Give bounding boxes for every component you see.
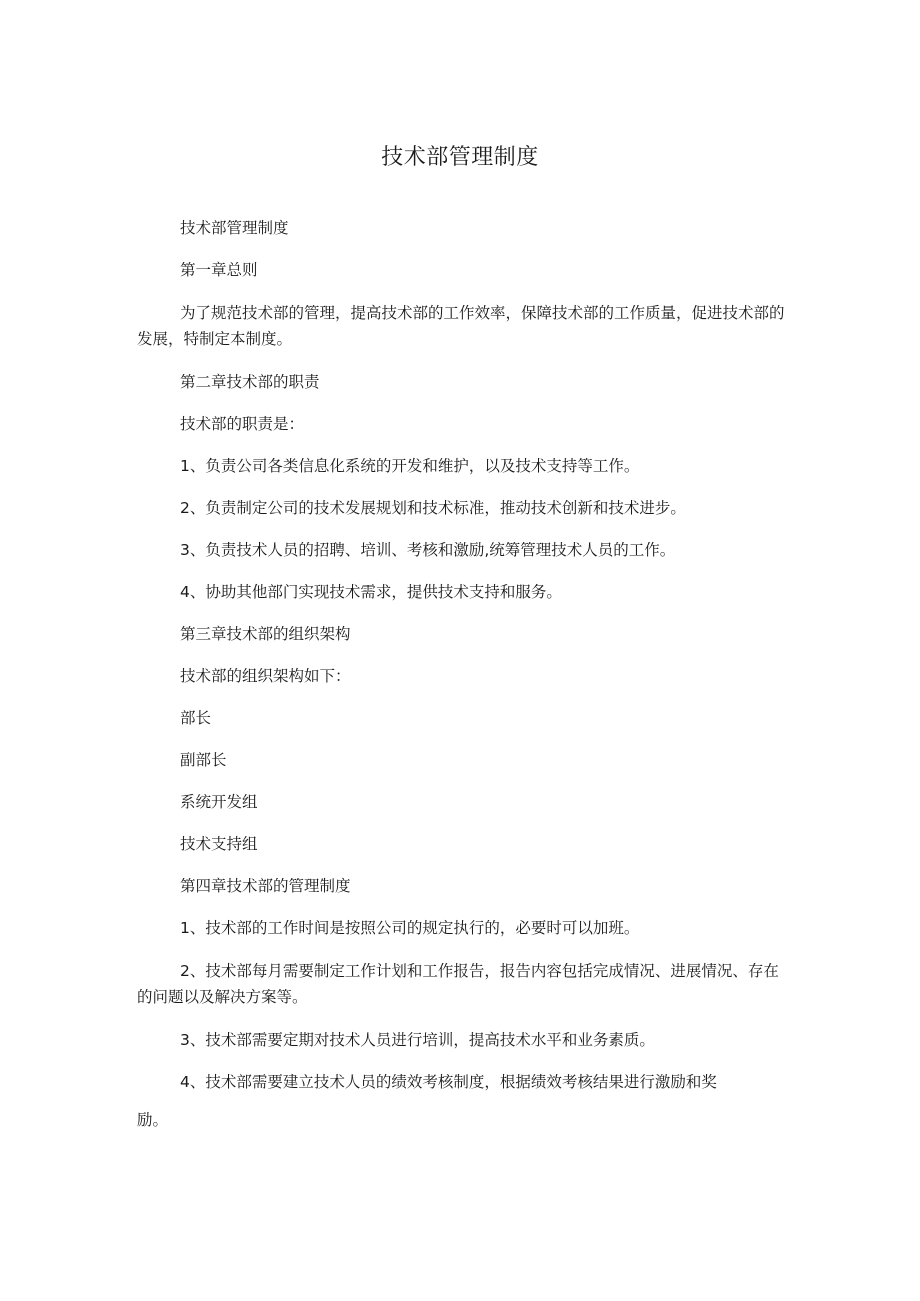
- list-item: 2、技术部每月需要制定工作计划和工作报告，报告内容包括完成情况、进展情况、存在的问题以及解决方案等。: [137, 962, 779, 1006]
- chapter-heading: 第三章技术部的组织架构: [180, 625, 351, 643]
- paragraph-continuation: 励。: [137, 1111, 169, 1129]
- paragraph: 为了规范技术部的管理，提高技术部的工作效率，保障技术部的工作质量，促进技术部的发展，特制定本制度。: [137, 304, 785, 348]
- paragraph: 技术部的职责是：: [180, 415, 305, 433]
- org-item: 副部长: [180, 751, 227, 769]
- list-item: 4、技术部需要建立技术人员的绩效考核制度，根据绩效考核结果进行激励和奖: [180, 1073, 717, 1091]
- list-item: 3、技术部需要定期对技术人员进行培训，提高技术水平和业务素质。: [180, 1031, 655, 1049]
- list-item: 1、技术部的工作时间是按照公司的规定执行的，必要时可以加班。: [180, 919, 640, 937]
- list-item: 3、负责技术人员的招聘、培训、考核和激励,统筹管理技术人员的工作。: [180, 541, 676, 559]
- org-item: 系统开发组: [180, 793, 258, 811]
- document-body: [137, 216, 787, 1150]
- list-item: 4、协助其他部门实现技术需求，提供技术支持和服务。: [180, 583, 562, 601]
- chapter-heading: 第一章总则: [180, 261, 258, 279]
- org-item: 部长: [180, 709, 212, 727]
- list-item: 2、负责制定公司的技术发展规划和技术标准，推动技术创新和技术进步。: [180, 499, 686, 517]
- page-title: 技术部管理制度: [381, 145, 539, 170]
- chapter-heading: 第四章技术部的管理制度: [180, 877, 351, 895]
- paragraph: 技术部的组织架构如下：: [180, 667, 351, 685]
- list-item: 1、负责公司各类信息化系统的开发和维护，以及技术支持等工作。: [180, 457, 640, 475]
- paragraph: 技术部管理制度: [180, 219, 289, 237]
- chapter-heading: 第二章技术部的职责: [180, 373, 320, 391]
- org-item: 技术支持组: [180, 835, 258, 853]
